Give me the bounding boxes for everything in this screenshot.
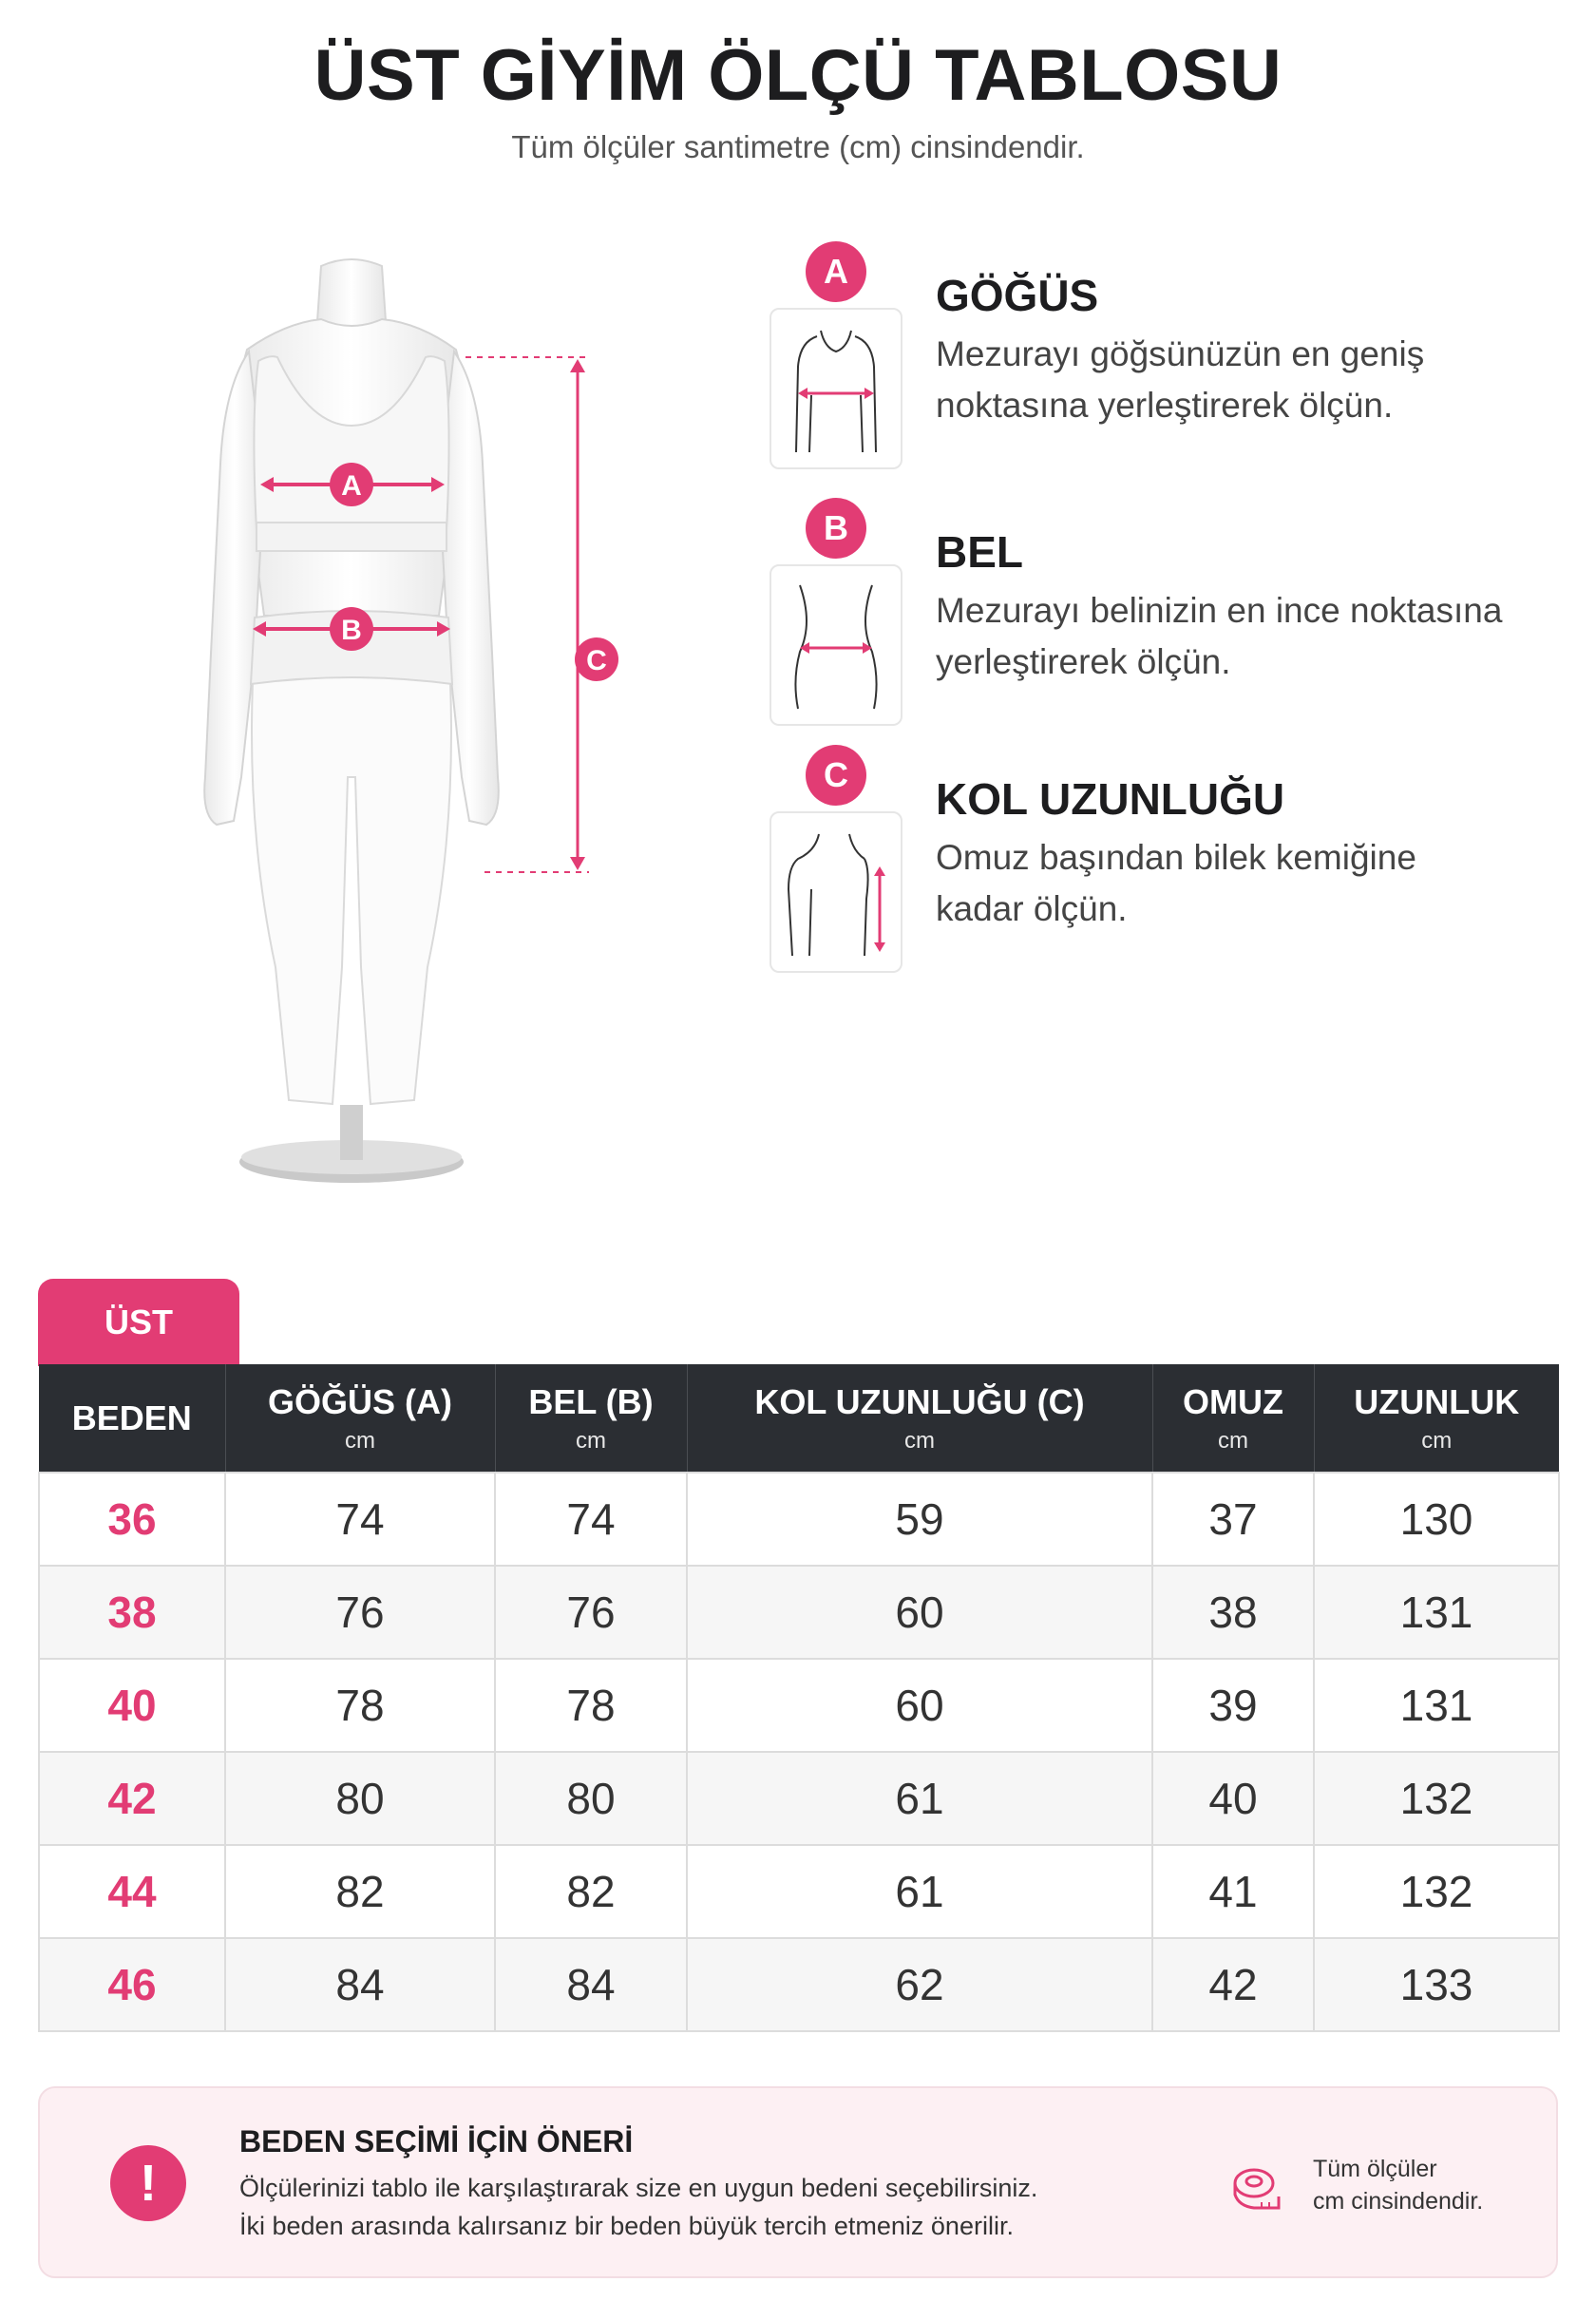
table-row [39, 1659, 1559, 1752]
size-cell: 44 [39, 1845, 225, 1938]
sleeve-thumbnail [770, 811, 902, 973]
sleeve-cell: 60 [687, 1566, 1152, 1659]
waist-thumbnail [770, 564, 902, 726]
measuring-tape-icon [1229, 2157, 1286, 2214]
measure-waist [770, 498, 1568, 745]
chest-cell: 78 [225, 1659, 495, 1752]
measure-c-badge: C [806, 745, 866, 806]
measure-a-badge: A [806, 241, 866, 302]
length-cell: 131 [1314, 1659, 1559, 1752]
size-recommendation-note [38, 2086, 1558, 2278]
length-cell: 133 [1314, 1938, 1559, 2031]
sleeve-cell: 59 [687, 1473, 1152, 1566]
table-row [39, 1938, 1559, 2031]
chest-cell: 76 [225, 1566, 495, 1659]
chest-cell: 74 [225, 1473, 495, 1566]
table-row [39, 1845, 1559, 1938]
size-cell: 42 [39, 1752, 225, 1845]
note-line-2: İki beden arasında kalırsanız bir beden büyük tercih etmeniz önerilir. [239, 2212, 1014, 2240]
size-cell: 36 [39, 1473, 225, 1566]
size-cell: 40 [39, 1659, 225, 1752]
length-cell: 132 [1314, 1752, 1559, 1845]
measure-b-badge: B [806, 498, 866, 559]
shoulder-cell: 40 [1152, 1752, 1314, 1845]
marker-b-label: B [341, 615, 362, 646]
measure-sleeve [770, 745, 1568, 992]
chest-cell: 82 [225, 1845, 495, 1938]
header-shoulder: OMUZ cm [1152, 1364, 1314, 1473]
sleeve-cell: 61 [687, 1752, 1152, 1845]
sleeve-cell: 61 [687, 1845, 1152, 1938]
size-cell: 38 [39, 1566, 225, 1659]
note-line-1: Ölçülerinizi tablo ile karşılaştırarak size en uygun bedeni seçebilirsiniz. [239, 2174, 1038, 2202]
waist-cell: 76 [495, 1566, 687, 1659]
measure-a-title: GÖĞÜS [936, 271, 1099, 320]
alert-icon: ! [110, 2145, 186, 2221]
table-header-row [39, 1364, 1559, 1473]
table-row [39, 1473, 1559, 1566]
shoulder-cell: 37 [1152, 1473, 1314, 1566]
marker-c-label: C [586, 645, 607, 676]
sleeve-cell: 62 [687, 1938, 1152, 2031]
note-title: BEDEN SEÇİMİ İÇİN ÖNERİ [239, 2124, 634, 2158]
chest-measure-icon [771, 310, 901, 467]
page-subtitle: Tüm ölçüler santimetre (cm) cinsindendir. [511, 129, 1085, 164]
table-row [39, 1566, 1559, 1659]
header-sleeve-length: KOL UZUNLUĞU (C) cm [687, 1364, 1152, 1473]
sleeve-cell: 60 [687, 1659, 1152, 1752]
size-table [38, 1364, 1560, 2032]
waist-cell: 82 [495, 1845, 687, 1938]
waist-cell: 80 [495, 1752, 687, 1845]
header-length: UZUNLUK cm [1314, 1364, 1559, 1473]
chest-cell: 80 [225, 1752, 495, 1845]
shoulder-cell: 38 [1152, 1566, 1314, 1659]
size-cell: 46 [39, 1938, 225, 2031]
marker-a-label: A [341, 470, 362, 502]
header-waist: BEL (B) cm [495, 1364, 687, 1473]
tab-top-wear[interactable]: ÜST [38, 1279, 239, 1366]
note-units-text: Tüm ölçüler cm cinsindendir. [1313, 2156, 1484, 2215]
mannequin-illustration [142, 245, 636, 1205]
measure-a-description: Mezurayı göğsünüzün en geniş noktasına yerleştirerek ölçün. [936, 334, 1425, 425]
measure-c-title: KOL UZUNLUĞU [936, 774, 1285, 824]
length-cell: 130 [1314, 1473, 1559, 1566]
measure-b-title: BEL [936, 527, 1023, 577]
measure-b-description: Mezurayı belinizin en ince noktasına yerleştirerek ölçün. [936, 591, 1503, 681]
waist-cell: 74 [495, 1473, 687, 1566]
chest-thumbnail [770, 308, 902, 469]
shoulder-cell: 41 [1152, 1845, 1314, 1938]
header-chest: GÖĞÜS (A) cm [225, 1364, 495, 1473]
measure-chest [770, 241, 1568, 488]
header-size: BEDEN [39, 1364, 225, 1473]
shoulder-cell: 42 [1152, 1938, 1314, 2031]
sleeve-measure-icon [771, 813, 901, 971]
waist-measure-icon [771, 566, 901, 724]
table-row [39, 1752, 1559, 1845]
page-title: ÜST GİYİM ÖLÇÜ TABLOSU [314, 35, 1282, 116]
measure-c-description: Omuz başından bilek kemiğine kadar ölçün. [936, 838, 1416, 928]
waist-cell: 78 [495, 1659, 687, 1752]
length-cell: 132 [1314, 1845, 1559, 1938]
waist-cell: 84 [495, 1938, 687, 2031]
length-cell: 131 [1314, 1566, 1559, 1659]
shoulder-cell: 39 [1152, 1659, 1314, 1752]
chest-cell: 84 [225, 1938, 495, 2031]
